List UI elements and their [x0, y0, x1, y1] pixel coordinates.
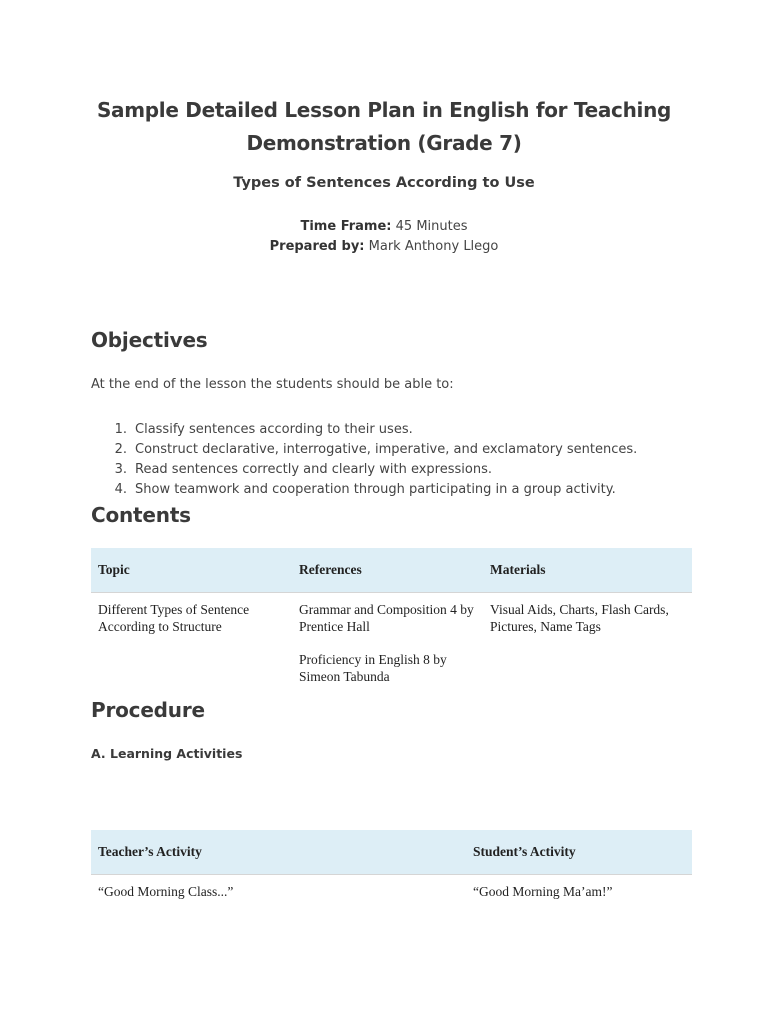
topic-cell: Different Types of Sentence According to Structure — [98, 601, 250, 634]
objectives-intro: At the end of the lesson the students should be able to: — [91, 377, 454, 392]
student-activity-cell: “Good Morning Ma’am!” — [473, 883, 613, 899]
activities-table — [91, 830, 692, 900]
table-header-row — [91, 548, 692, 592]
table-header-row — [91, 830, 692, 874]
materials-cell: Visual Aids, Charts, Flash Cards, Pictures, Name Tags — [490, 601, 669, 634]
document-subtitle: Types of Sentences According to Use — [233, 175, 535, 191]
procedure-heading: Procedure — [91, 698, 205, 722]
learning-activities-subheading: A. Learning Activities — [91, 746, 243, 761]
list-item-number: 1. — [114, 422, 127, 437]
prepared-by-label: Prepared by: — [269, 239, 365, 254]
list-item — [91, 420, 691, 440]
list-item-text: Read sentences correctly and clearly with expressions. — [135, 462, 492, 477]
column-header-student: Student’s Activity — [466, 830, 692, 874]
objectives-heading: Objectives — [91, 328, 208, 352]
time-frame-label: Time Frame: — [300, 219, 392, 234]
time-frame-value: 45 Minutes — [395, 219, 468, 234]
objectives-list — [91, 420, 691, 500]
reference-item: Proficiency in English 8 by Simeon Tabunda — [299, 651, 447, 684]
table-row — [91, 874, 692, 900]
list-item — [91, 480, 691, 500]
document-title: Sample Detailed Lesson Plan in English for Teaching Demonstration (Grade 7) — [96, 98, 672, 155]
time-frame — [60, 219, 708, 234]
contents-table — [91, 548, 692, 685]
references-cell — [292, 592, 483, 685]
list-item-text: Show teamwork and cooperation through participating in a group activity. — [135, 482, 616, 497]
teacher-activity-cell: “Good Morning Class...” — [98, 883, 234, 899]
reference-item: Grammar and Composition 4 by Prentice Hall — [299, 601, 474, 634]
prepared-by-value: Mark Anthony Llego — [368, 239, 499, 254]
list-item-text: Classify sentences according to their uses. — [135, 422, 413, 437]
prepared-by — [60, 239, 708, 254]
list-item — [91, 440, 691, 460]
list-item-number: 4. — [114, 482, 127, 497]
column-header-references: References — [292, 548, 483, 592]
table-row — [91, 592, 692, 685]
list-item — [91, 460, 691, 480]
list-item-number: 2. — [114, 442, 127, 457]
contents-heading: Contents — [91, 503, 191, 527]
column-header-materials: Materials — [483, 548, 692, 592]
list-item-number: 3. — [114, 462, 127, 477]
column-header-teacher: Teacher’s Activity — [91, 830, 466, 874]
list-item-text: Construct declarative, interrogative, imperative, and exclamatory sentences. — [135, 442, 638, 457]
column-header-topic: Topic — [91, 548, 292, 592]
